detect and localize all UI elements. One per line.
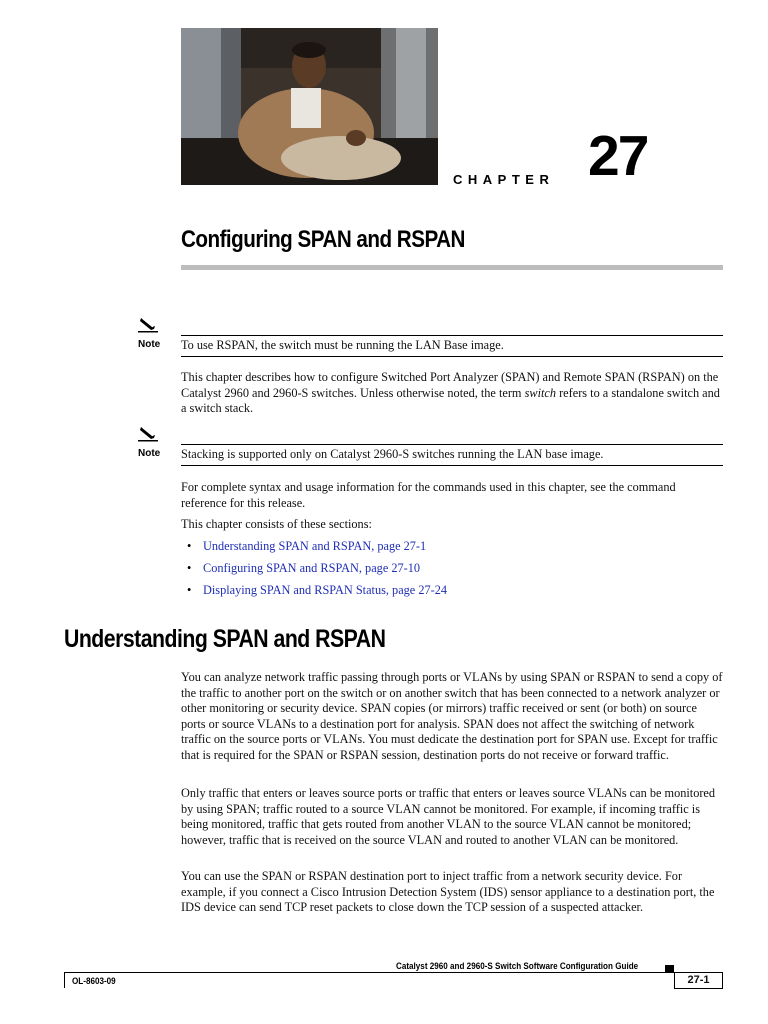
list-item [187,561,447,583]
note-label: Note [138,339,161,350]
footer-guide-title: Catalyst 2960 and 2960-S Switch Software Configuration Guide [396,961,639,971]
note-text: To use RSPAN, the switch must be running the LAN Base image. [181,338,504,352]
note-rule-bottom [181,465,723,466]
note-rule-top [181,335,723,336]
link-understanding-span[interactable]: Understanding SPAN and RSPAN, page 27-1 [203,539,427,553]
link-displaying-span-status[interactable]: Displaying SPAN and RSPAN Status, page 27-24 [203,583,448,597]
note-rule-bottom [181,356,723,357]
title-rule [181,265,723,270]
emphasis-term: switch [524,385,557,400]
intro-paragraph: This chapter describes how to configure Switched Port Analyzer (SPAN) and Remote SPAN (RSPAN) on the Catalyst 2960 and 2960-S switches. Unless otherwise noted, the term switch refers to a standalone switch and a switch stack. [181,370,720,416]
pencil-note-icon [138,424,160,442]
body-paragraph: You can analyze network traffic passing through ports or VLANs by using SPAN or RSPAN to send a copy of the traffic to another port on the switch or on another switch that has been connected to a network analyzer or other monitoring or security device. SPAN copies (or mirrors) traffic received or sent (or both) on source ports or source VLANs to a destination port for analysis. SPAN does not affect the switching of network traffic on the source ports or VLANs. You must dedicate the destination port for SPAN use. Except for traffic that is required for the SPAN or RSPAN session, destination ports do not receive or forward traffic. [181,670,723,762]
footer-page-number: 27-1 [674,972,723,989]
chapter-photo [181,28,438,185]
chapter-number: 27 [588,124,648,188]
footer-tick [64,972,65,988]
chapter-label: CHAPTER [453,172,555,187]
link-configuring-span[interactable]: Configuring SPAN and RSPAN, page 27-10 [203,561,421,575]
section-link-list [187,539,447,605]
sections-intro: This chapter consists of these sections: [181,517,372,531]
list-item [187,539,447,561]
syntax-paragraph: For complete syntax and usage information for the commands used in this chapter, see the command reference for this release. [181,480,676,510]
body-paragraph: You can use the SPAN or RSPAN destination port to inject traffic from a network security device. For example, if you connect a Cisco Intrusion Detection System (IDS) sensor appliance to a destination port, the IDS device can send TCP reset packets to close down the TCP session of a suspected attacker. [181,869,715,915]
footer-doc-number: OL-8603-09 [72,976,116,986]
pencil-note-icon [138,315,160,333]
note-rule-top [181,444,723,445]
page-title: Configuring SPAN and RSPAN [181,226,465,253]
footer-rule [64,972,723,973]
note-label: Note [138,448,161,459]
body-paragraph: Only traffic that enters or leaves source ports or traffic that enters or leaves source VLANs can be monitored by using SPAN; traffic routed to a source VLAN cannot be monitored. For example, if incoming traffic is being monitored, traffic that gets routed from another VLAN to the source VLAN cannot be monitored; however, traffic that is received on the source VLAN and routed to another VLAN can be monitored. [181,786,716,847]
note-text: Stacking is supported only on Catalyst 2960-S switches running the LAN base image. [181,447,604,461]
list-item [187,583,447,605]
section-heading: Understanding SPAN and RSPAN [64,625,386,653]
